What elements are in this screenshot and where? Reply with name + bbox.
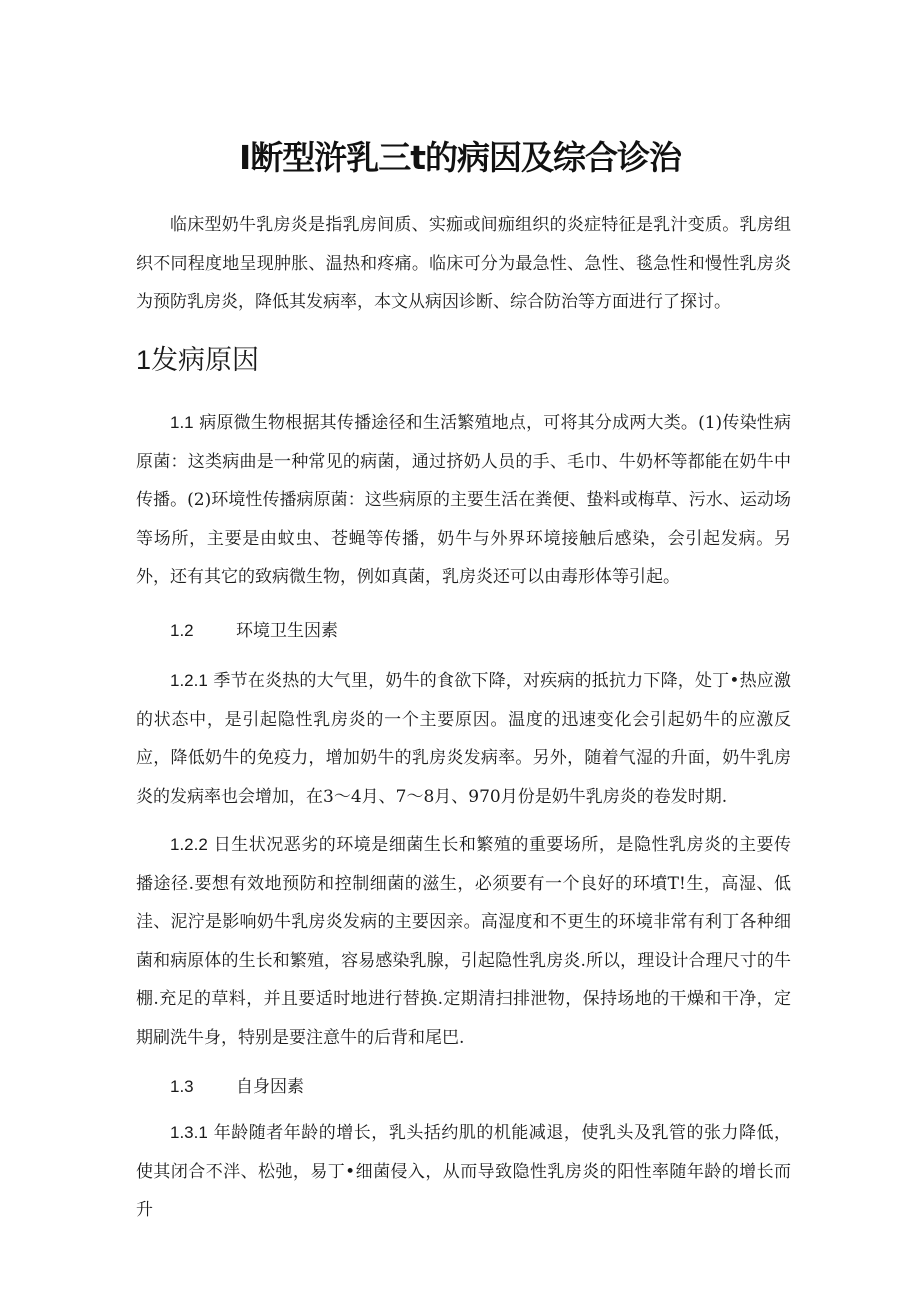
paragraph-1-2-2-text: 日生状况恶劣的环境是细菌生长和繁殖的重要场所，是隐性乳房炎的主要传播途径.要想有效地预防和控制细菌的滋生，必须要有一个良好的环墳T!生，高湿、低洼、泥泞是影响奶牛乳房炎发病的主要因亲。高湿度和不更生的环境非常有利丁各种细菌和病原体的生长和繁殖，容易感染乳腺，引起隐性乳房炎.所以，理设计合理尺寸的牛棚.充足的草料，并且要适时地进行替换.定期清扫排泄物，保持场地的干燥和干净，定期刷洗牛身，特别是要注意牛的后背和尾巴. [136,835,792,1048]
section-1-heading [136,338,259,383]
paragraph-1-1-text: 病原微生物根据其传播途径和生活繁殖地点，可将其分成两大类。(1)传染性病原菌：这类病曲是一种常见的病菌，通过挤奶人员的手、毛巾、牛奶杯等都能在奶牛中传播。(2)环境性传播病原菌：这些病原的主要生活在粪便、蛰料或梅草、污水、运动场等场所，主要是由蚊虫、苍蝇等传播，奶牛与外界环境接触后感染，会引起发病。另外，还有其它的致病微生物，例如真菌，乳房炎还可以由毒形体等引起。 [136,413,791,587]
section-1-3-title: 自身因素 [236,1077,304,1097]
intro-paragraph: 临床型奶牛乳房炎是指乳房间质、实痂或间痂组织的炎症特征是乳汁变质。乳房组织不同程度地呈现肿胀、温热和疼痛。临床可分为最急性、急性、毯急性和慢性乳房炎为预防乳房炎，降低其发病率，本文从病因诊断、综合防治等方面进行了探讨。 [136,215,791,312]
paragraph-1-1-number: 1.1 [170,413,194,432]
section-1-2-title: 环境卫生因素 [236,621,338,641]
section-1-3-number: 1.3 [170,1077,194,1096]
paragraph-1-2-1-number: 1.2.1 [170,671,208,690]
document-title: I断型浒乳三t的病因及综合诊治 [238,138,682,177]
paragraph-1-2-2 [136,826,791,1057]
section-1-2-heading [170,618,338,644]
section-1-3-heading [170,1074,304,1100]
paragraph-1-2-1-text: 季节在炎热的大气里，奶牛的食欲下降，对疾病的抵抗力下降，处丁•热应激的状态中，是引起隐性乳房炎的一个主要原因。温度的迅速变化会引起奶牛的应激反应，降低奶牛的免疫力，增加奶牛的乳房炎发病率。另外，随着气湿的升面，奶牛乳房炎的发病率也会增加，在3～4月、7～8月、970月份是奶牛乳房炎的卷发时期. [136,671,791,807]
paragraph-1-3-1-text: 年龄随者年龄的增长，乳头括约肌的机能减退，使乳头及乳管的张力降低，使其闭合不泮、松弛，易丁•细菌侵入，从而导致隐性乳房炎的阳性率随年龄的增长而升 [136,1123,792,1220]
paragraph-1-2-2-number: 1.2.2 [170,835,208,854]
paragraph-1-3-1-number: 1.3.1 [170,1123,208,1142]
paragraph-1-2-1 [136,662,791,816]
section-1-2-number: 1.2 [170,621,194,640]
section-1-title: 发病原因 [151,345,260,376]
paragraph-1-3-1 [136,1114,791,1230]
section-1-number: 1 [136,345,152,375]
paragraph-1-1 [136,404,791,597]
